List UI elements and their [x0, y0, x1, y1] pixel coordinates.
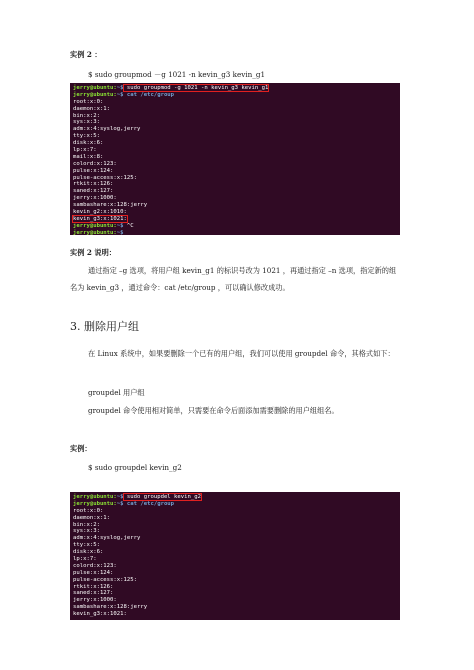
terminal-output-text: tty:x:5:: [73, 133, 100, 140]
terminal-output-text: saned:x:127:: [73, 590, 114, 597]
terminal-output-text: sambashare:x:128:jerry: [73, 604, 148, 611]
terminal-line: [73, 611, 397, 618]
terminal-command: cat /etc/group: [123, 91, 175, 98]
terminal-line: [73, 549, 397, 556]
terminal-command: [124, 230, 127, 235]
section3-description: groupdel 命令使用相对简单，只需要在命令后面添加需要删除的用户组组名。: [88, 406, 339, 415]
terminal-line: [73, 522, 397, 529]
terminal-line: [73, 597, 397, 604]
terminal-output-text: sys:x:3:: [73, 119, 100, 126]
terminal-screenshot-groupdel: [70, 492, 400, 620]
terminal-output-text: lp:x:7:: [73, 147, 97, 154]
example2-note-title: 实例 2 说明：: [70, 248, 116, 257]
terminal-line: [73, 168, 397, 175]
terminal-prompt-path: ~$: [116, 494, 124, 500]
terminal-output-text: colord:x:123:: [73, 562, 117, 569]
terminal-line: [73, 542, 397, 549]
terminal-output-text: pulse:x:124:: [73, 569, 114, 576]
terminal-prompt-user: jerry@ubuntu:: [73, 91, 117, 98]
terminal-output-text: pulse:x:124:: [73, 167, 114, 174]
terminal-line: [73, 113, 397, 120]
terminal-line: [73, 85, 397, 92]
terminal-output-text: jerry:x:1000:: [73, 195, 117, 202]
example3-title: 实例：: [70, 444, 92, 453]
terminal-line: [73, 99, 397, 106]
example3-command: $ sudo groupdel kevin_g2: [88, 463, 182, 472]
terminal-output-text: bin:x:2:: [73, 112, 100, 119]
terminal-line: [73, 147, 397, 154]
terminal-line: [73, 154, 397, 161]
terminal-output-text: disk:x:6:: [73, 140, 104, 147]
terminal-output-text: sambashare:x:128:jerry: [73, 202, 148, 209]
terminal-prompt-path: ~$: [116, 229, 124, 235]
terminal-output-text: colord:x:123:: [73, 160, 117, 167]
terminal-prompt-user: jerry@ubuntu:: [73, 229, 117, 235]
terminal-output-text: pulse-access:x:125:: [73, 576, 137, 583]
terminal-output-text: adm:x:4:syslog,jerry: [73, 126, 141, 133]
terminal-command: cat /etc/group: [123, 500, 175, 507]
terminal-line: [73, 508, 397, 515]
terminal-output-text: lp:x:7:: [73, 556, 97, 563]
section3-syntax: groupdel 用户组: [88, 388, 145, 397]
terminal-line: [73, 195, 397, 202]
example2-note-paragraph: 通过指定 –g 选项，将用户组 kevin_g1 的标识号改为 1021 ，再通过指定 –n 选项，指定新的组名为 kevin_g3 ，通过命令：cat /etc/group ，可以确认修改成功。: [70, 266, 397, 292]
terminal-line: [73, 133, 397, 140]
terminal-line: [73, 501, 397, 508]
terminal-line: [73, 590, 397, 597]
terminal-output-text: jerry:x:1000:: [73, 597, 117, 604]
terminal-output-text: root:x:0:: [73, 98, 104, 105]
terminal-line: [73, 181, 397, 188]
terminal-prompt-path: ~$: [116, 500, 124, 507]
terminal-line: [73, 188, 397, 195]
terminal-line: [73, 528, 397, 535]
terminal-prompt-user: jerry@ubuntu:: [73, 85, 117, 91]
terminal-line: [73, 494, 397, 501]
terminal-output-text: pulse-access:x:125:: [73, 174, 137, 181]
terminal-line: [73, 92, 397, 99]
terminal-output-text: root:x:0:: [73, 507, 104, 514]
terminal-command: sudo groupmod -g 1021 -n kevin_g3 kevin_g1: [123, 85, 269, 91]
terminal-line: [73, 577, 397, 584]
terminal-line: [73, 119, 397, 126]
terminal-line: [73, 202, 397, 209]
terminal-output-text: kevin_g2:x:1010:: [73, 209, 127, 216]
terminal-line: [73, 584, 397, 591]
terminal-prompt-user: jerry@ubuntu:: [73, 222, 117, 229]
terminal-line: [73, 604, 397, 611]
terminal-output-text: rtkit:x:126:: [73, 181, 114, 188]
terminal-output-text: daemon:x:1:: [73, 514, 111, 521]
terminal-line: [73, 209, 397, 216]
terminal-output-text: disk:x:6:: [73, 549, 104, 556]
terminal-line: [73, 556, 397, 563]
terminal-output-text: kevin_g3:x:1021:: [73, 215, 127, 222]
example2-command: $ sudo groupmod －g 1021 -n kevin_g3 kevin_g1: [88, 70, 266, 79]
terminal-line: [73, 106, 397, 113]
terminal-prompt-user: jerry@ubuntu:: [73, 500, 117, 507]
terminal-line: [73, 126, 397, 133]
terminal-line: [73, 230, 397, 235]
terminal-command: ^C: [123, 222, 134, 229]
terminal-line: [73, 161, 397, 168]
terminal-line: [73, 535, 397, 542]
example2-title: 实例 2 ：: [70, 50, 102, 59]
terminal-line: [73, 140, 397, 147]
terminal-output-text: bin:x:2:: [73, 521, 100, 528]
terminal-line: [73, 515, 397, 522]
terminal-line: [73, 570, 397, 577]
terminal-output-text: tty:x:5:: [73, 542, 100, 549]
terminal-line: [73, 216, 397, 223]
terminal-output-text: mail:x:8:: [73, 153, 104, 160]
terminal-screenshot-groupmod: [70, 83, 400, 235]
terminal-output-text: daemon:x:1:: [73, 105, 111, 112]
terminal-prompt-user: jerry@ubuntu:: [73, 494, 117, 500]
terminal-output-text: kevin_g3:x:1021:: [73, 611, 127, 618]
terminal-line: [73, 175, 397, 182]
terminal-prompt-path: ~$: [116, 85, 124, 91]
terminal-output-text: sys:x:3:: [73, 528, 100, 535]
terminal-output-text: saned:x:127:: [73, 188, 114, 195]
terminal-prompt-path: ~$: [116, 222, 124, 229]
terminal-output-text: adm:x:4:syslog,jerry: [73, 535, 141, 542]
section3-heading: 3. 删除用户组: [70, 320, 139, 333]
section3-intro: 在 Linux 系统中，如果要删除一个已有的用户组，我们可以使用 groupdel 命令，其格式如下：: [88, 349, 395, 358]
terminal-command: sudo groupdel kevin_g2: [123, 494, 201, 500]
terminal-line: [73, 563, 397, 570]
terminal-line: [73, 223, 397, 230]
terminal-output-text: rtkit:x:126:: [73, 583, 114, 590]
terminal-prompt-path: ~$: [116, 91, 124, 98]
